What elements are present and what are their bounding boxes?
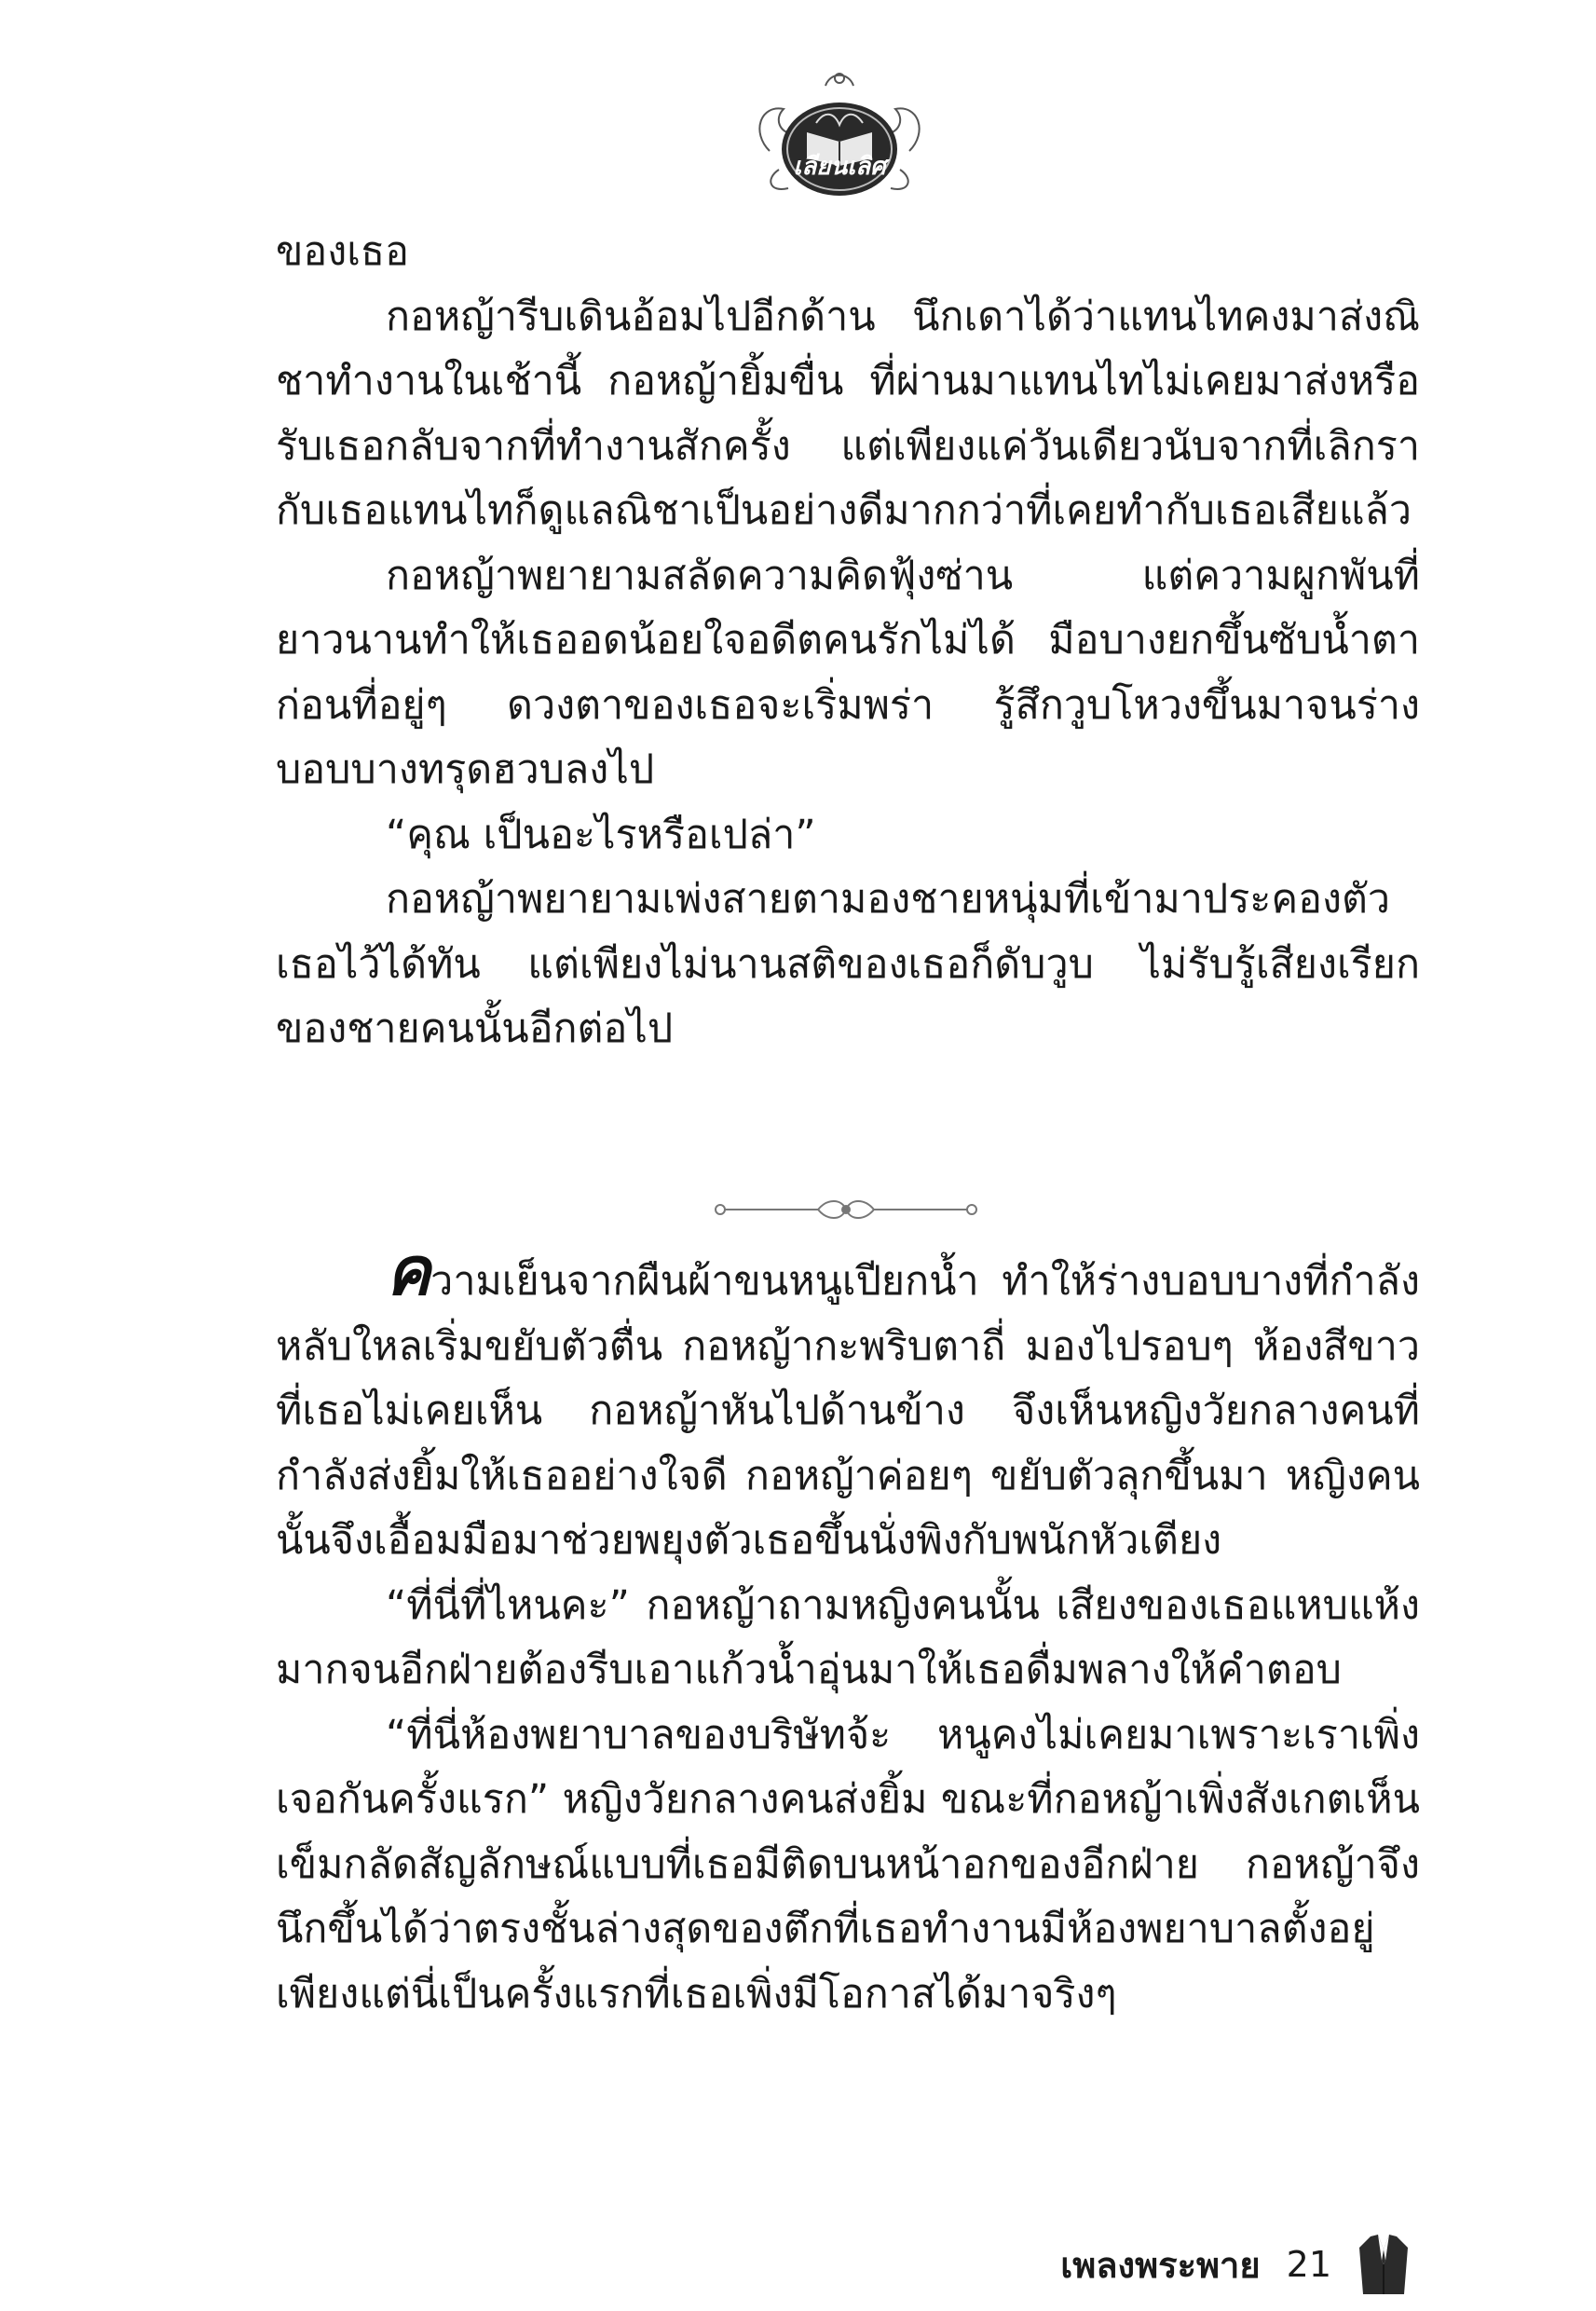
header-emblem xyxy=(751,67,928,207)
book-title: เพลงพระพาย xyxy=(1060,2244,1261,2286)
paragraph: “ที่นี่ห้องพยาบาลของบริษัทจ้ะ หนูคงไม่เคยมาเพราะเราเพิ่งเจอกันครั้งแรก” หญิงวัยกลางคนส่งยิ้ม ขณะที่กอหญ้าเพิ่งสังเกตเห็นเข็มกลัดสัญลักษณ์แบบที่เธอมีติดบนหน้าอกของอีกฝ่าย กอหญ้าจึงนึกขึ้นได้ว่าตรงชั้นล่างสุดของตึกที่เธอทำงานมีห้องพยาบาลตั้งอยู่เพียงแต่นี่เป็นครั้งแรกที่เธอเพิ่งมีโอกาสได้มาจริงๆ xyxy=(276,1711,1420,2017)
emblem-text: เลียนเลิศ xyxy=(793,153,886,181)
paragraph: “คุณ เป็นอะไรหรือเปล่า” xyxy=(386,811,816,858)
section-divider xyxy=(706,1191,986,1228)
page-number: 21 xyxy=(1286,2244,1331,2285)
paragraph-rest: วามเย็นจากผืนผ้าขนหนูเปียกน้ำ ทำให้ร่างบอบบางที่กำลังหลับใหลเริ่มขยับตัวตื่น กอหญ้ากะพริบตาถี่ มองไปรอบๆ ห้องสีขาวที่เธอไม่เคยเห็น กอหญ้าหันไปด้านข้าง จึงเห็นหญิงวัยกลางคนที่กำลังส่งยิ้มให้เธออย่างใจดี กอหญ้าค่อยๆ ขยับตัวลุกขึ้นมา หญิงคนนั้นจึงเอื้อมมือมาช่วยพยุงตัวเธอขึ้นนั่งพิงกับพนักหัวเตียง xyxy=(276,1258,1420,1564)
paragraph: กอหญ้าพยายามสลัดความคิดฟุ้งซ่าน แต่ความผูกพันที่ยาวนานทำให้เธออดน้อยใจอดีตคนรักไม่ได้ มือบางยกขึ้นซับน้ำตา ก่อนที่อยู่ๆ ดวงตาของเธอจะเริ่มพร่า รู้สึกวูบโหวงขึ้นมาจนร่างบอบบางทรุดฮวบลงไป xyxy=(276,552,1420,793)
section-1-text xyxy=(276,220,1420,1062)
paragraph: ของเธอ xyxy=(276,228,409,275)
page-footer xyxy=(1060,2236,1410,2292)
ornate-book-emblem-icon xyxy=(751,67,928,207)
section-2-text xyxy=(276,1232,1420,2027)
paragraph-dropcap xyxy=(276,1232,1420,1574)
paragraph: กอหญ้าพยายามเพ่งสายตามองชายหนุ่มที่เข้ามาประคองตัวเธอไว้ได้ทัน แต่เพียงไม่นานสติของเธอก็ดับวูบ ไม่รับรู้เสียงเรียกของชายคนนั้นอีกต่อไป xyxy=(276,876,1420,1052)
paragraph: กอหญ้ารีบเดินอ้อมไปอีกด้าน นึกเดาได้ว่าแทนไทคงมาส่งณิชาทำงานในเช้านี้ กอหญ้ายิ้มขื่น ที่ผ่านมาแทนไทไม่เคยมาส่งหรือรับเธอกลับจากที่ทำงานสักครั้ง แต่เพียงแค่วันเดียวนับจากที่เลิกรากับเธอแทนไทก็ดูแลณิชาเป็นอย่างดีมากกว่าที่เคยทำกับเธอเสียแล้ว xyxy=(276,293,1420,534)
ornamental-divider-icon xyxy=(706,1191,986,1228)
drop-cap: ค xyxy=(386,1232,431,1310)
paragraph: “ที่นี่ที่ไหนคะ” กอหญ้าถามหญิงคนนั้น เสียงของเธอแหบแห้งมากจนอีกฝ่ายต้องรีบเอาแก้วน้ำอุ่นมาให้เธอดื่มพลางให้คำตอบ xyxy=(276,1581,1420,1693)
suit-jacket-icon xyxy=(1357,2233,1410,2296)
